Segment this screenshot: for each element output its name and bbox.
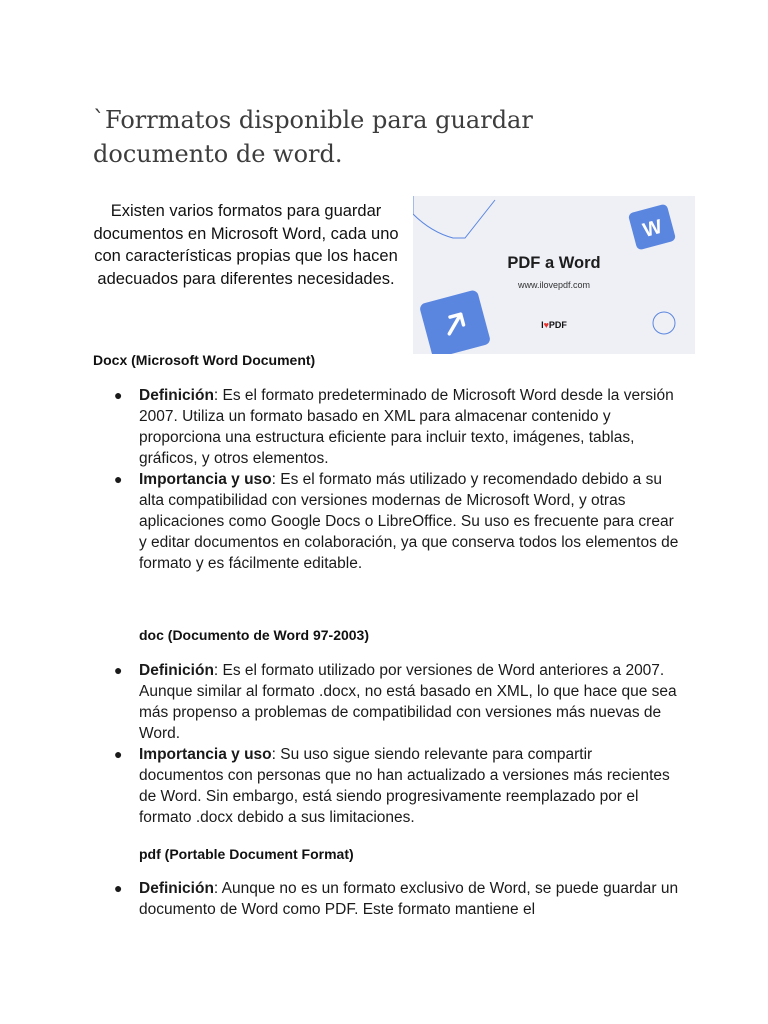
heart-icon: ♥: [543, 320, 549, 330]
list-item: [114, 385, 679, 469]
bullet-icon: ●: [114, 746, 123, 762]
pdf-to-word-banner: [413, 196, 695, 354]
section-heading-docx: Docx (Microsoft Word Document): [93, 352, 316, 368]
bullet-icon: ●: [114, 880, 123, 896]
pdf-list: [114, 878, 679, 920]
item-label: Importancia y uso: [139, 471, 272, 488]
item-text: : Es el formato predeterminado de Microsoft Word desde la versión 2007. Utiliza un formato basado en XML para almacenar contenido y proporciona una estructura eficiente para incluir texto, imágenes, tablas, gráficos, y otros elementos.: [139, 387, 674, 467]
item-text: : Su uso sigue siendo relevante para compartir documentos con personas que no han actualizado a versiones más recientes de Word. Sin embargo, está siendo progresivamente reemplazado por el formato .docx debido a sus limitaciones.: [139, 746, 670, 826]
item-label: Definición: [139, 662, 214, 679]
banner-graphics: [413, 196, 695, 354]
list-item: [114, 660, 679, 744]
intro-paragraph: Existen varios formatos para guardar documentos en Microsoft Word, cada uno con características propias que los hacen adecuados para diferentes necesidades.: [93, 202, 399, 288]
banner-url: www.ilovepdf.com: [517, 280, 591, 290]
page-title: `Forrmatos disponible para guardar documento de word.: [93, 106, 533, 168]
item-label: Definición: [139, 387, 214, 404]
ilovepdf-logo: [413, 320, 695, 330]
item-text: : Es el formato utilizado por versiones de Word anteriores a 2007. Aunque similar al formato .docx, no está basado en XML, lo que hace que sea más propenso a problemas de compatibilidad con versiones más nuevas de Word.: [139, 662, 677, 742]
doc-list: [114, 660, 679, 828]
section-heading-doc: doc (Documento de Word 97-2003): [139, 627, 370, 643]
list-item: [114, 878, 679, 920]
bullet-icon: ●: [114, 387, 123, 403]
bullet-icon: ●: [114, 662, 123, 678]
decorative-line-icon: [413, 196, 495, 238]
logo-prefix: I: [541, 320, 544, 330]
logo-suffix: PDF: [548, 320, 567, 330]
item-label: Importancia y uso: [139, 746, 272, 763]
word-file-icon: [628, 203, 676, 250]
list-item: [114, 744, 679, 828]
banner-title: PDF a Word: [507, 254, 601, 272]
list-item: [114, 469, 679, 574]
item-text: : Aunque no es un formato exclusivo de Word, se puede guardar un documento de Word como PDF. Este formato mantiene el: [139, 880, 679, 918]
bullet-icon: ●: [114, 471, 123, 487]
item-text: : Es el formato más utilizado y recomendado debido a su alta compatibilidad con versiones modernas de Microsoft Word, y otras aplicaciones como Google Docs o LibreOffice. Su uso es frecuente para crear y editar documentos en colaboración, ya que conserva todos los elementos de formato y es fácilmente editable.: [139, 471, 679, 572]
svg-text:W: W: [640, 215, 665, 243]
section-heading-pdf: pdf (Portable Document Format): [139, 846, 354, 862]
docx-list: [114, 385, 679, 574]
item-label: Definición: [139, 880, 214, 897]
